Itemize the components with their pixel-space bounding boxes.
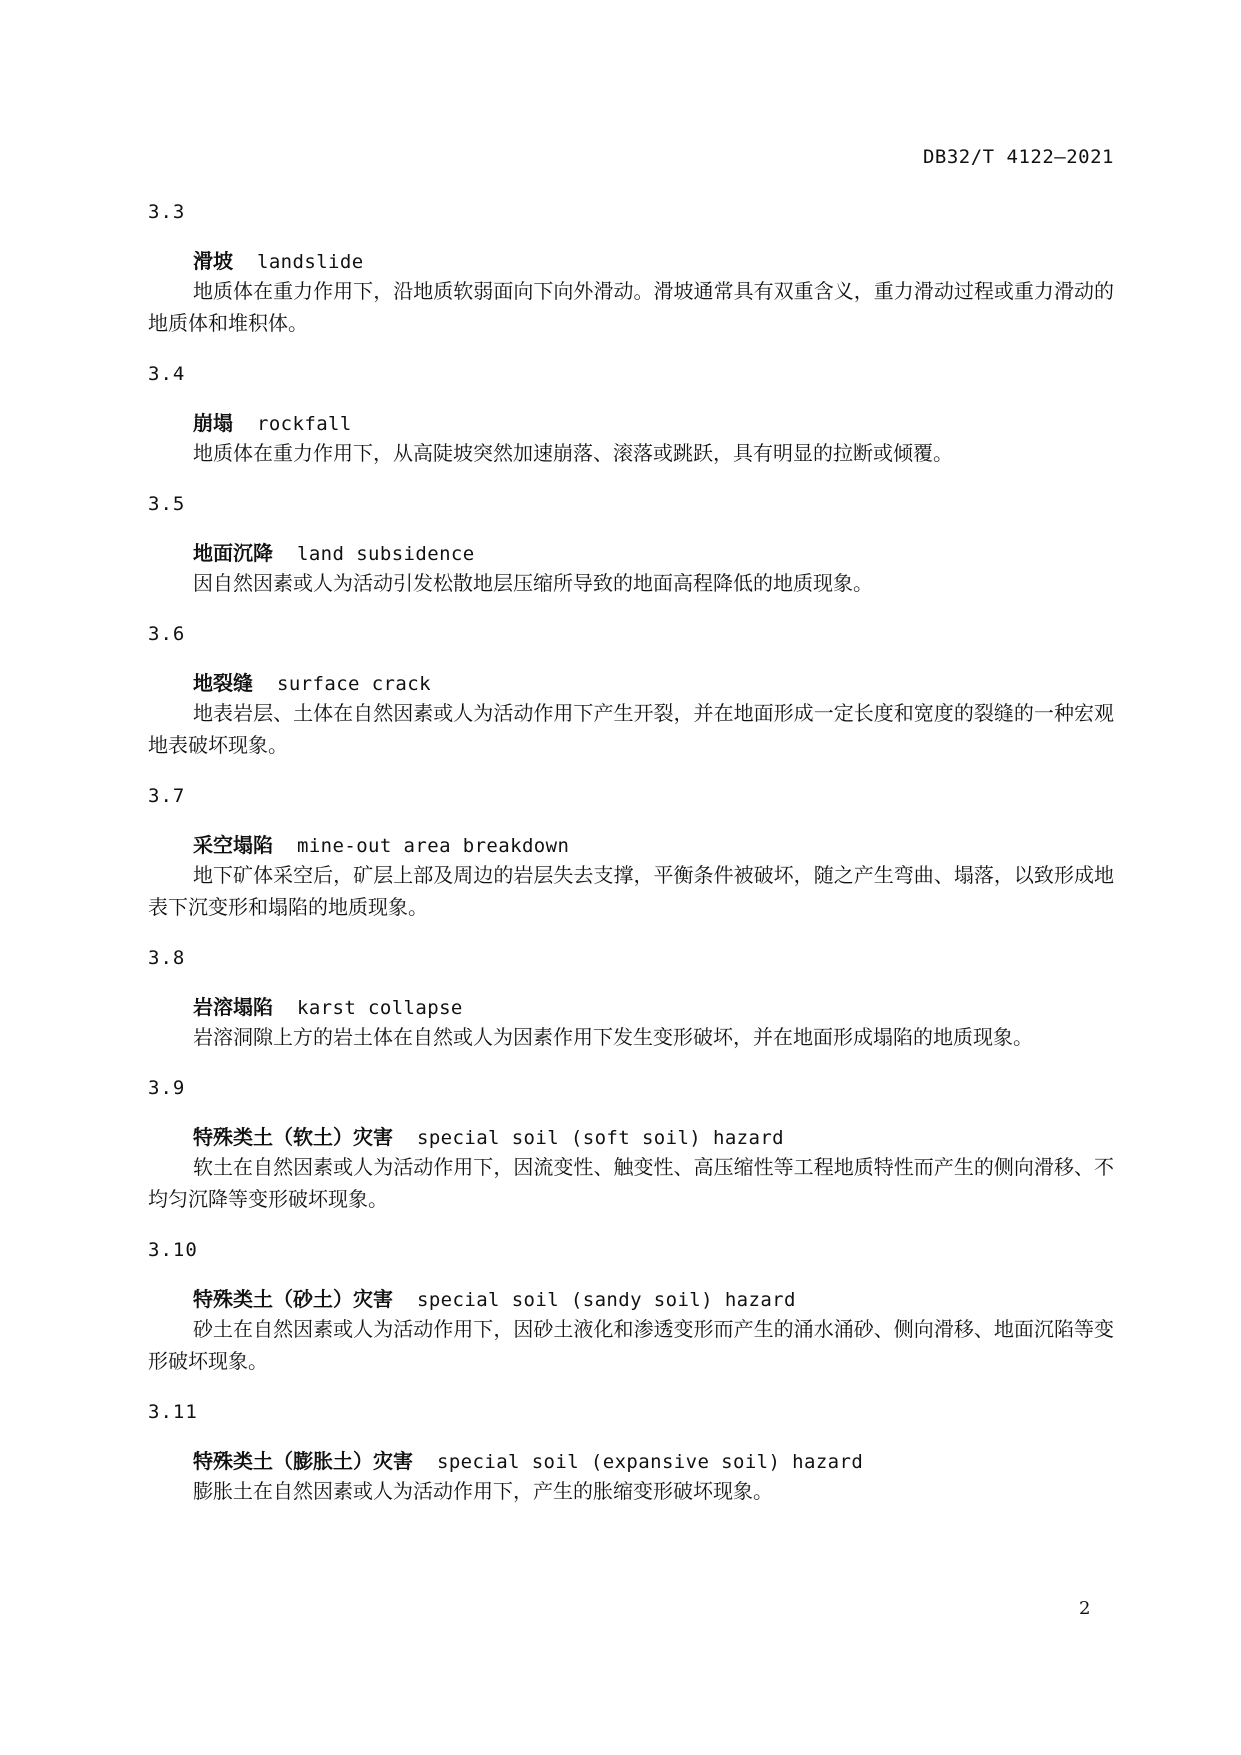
page-number: 2 [1079,1598,1091,1619]
term-title [193,543,475,564]
term-title [193,835,569,856]
term-definition: 膨胀土在自然因素或人为活动作用下，产生的胀缩变形破坏现象。 [193,1479,773,1503]
term-title-en: mine-out area breakdown [297,835,570,857]
term-entry [148,949,1114,1079]
standard-code: DB32/T 4122—2021 [922,146,1114,168]
term-entry [148,787,1114,949]
term-title-zh: 特殊类土（软土）灾害 [193,1125,393,1149]
term-entry [148,203,1114,365]
term-entry [148,495,1114,625]
term-number: 3.3 [148,201,186,223]
term-title-zh: 地面沉降 [193,541,273,565]
term-title [193,251,364,272]
term-definition: 地质体在重力作用下，沿地质软弱面向下向外滑动。滑坡通常具有双重含义，重力滑动过程或重力滑动的地质体和堆积体。 [148,279,1114,335]
term-title-zh: 特殊类土（砂土）灾害 [193,1287,393,1311]
term-number: 3.7 [148,785,186,807]
term-title-zh: 特殊类土（膨胀土）灾害 [193,1449,413,1473]
term-title-en: special soil (soft soil) hazard [417,1127,785,1149]
term-definition: 砂土在自然因素或人为活动作用下，因砂土液化和渗透变形而产生的涌水涌砂、侧向滑移、地面沉陷等变形破坏现象。 [148,1317,1114,1373]
term-title-en: karst collapse [297,997,463,1019]
term-title-en: special soil (sandy soil) hazard [417,1289,796,1311]
term-definition: 地质体在重力作用下，从高陡坡突然加速崩落、滚落或跳跃，具有明显的拉断或倾覆。 [193,441,953,465]
term-number: 3.5 [148,493,186,515]
term-number: 3.11 [148,1401,198,1423]
term-entry [148,1079,1114,1241]
term-definition: 因自然因素或人为活动引发松散地层压缩所导致的地面高程降低的地质现象。 [193,571,873,595]
term-number: 3.6 [148,623,186,645]
term-title [193,673,431,694]
term-definition: 软土在自然因素或人为活动作用下，因流变性、触变性、高压缩性等工程地质特性而产生的侧向滑移、不均匀沉降等变形破坏现象。 [148,1155,1114,1211]
term-title-zh: 滑坡 [193,249,233,273]
term-entry [148,625,1114,787]
term-title-en: surface crack [277,673,431,695]
term-title-zh: 地裂缝 [193,671,253,695]
term-title [193,1127,784,1148]
term-title-zh: 崩塌 [193,411,233,435]
term-number: 3.9 [148,1077,186,1099]
term-title [193,1289,796,1310]
term-entry [148,365,1114,495]
term-entry [148,1403,1114,1533]
term-number: 3.4 [148,363,186,385]
term-definition: 地表岩层、土体在自然因素或人为活动作用下产生开裂，并在地面形成一定长度和宽度的裂缝的一种宏观地表破坏现象。 [148,701,1114,757]
term-number: 3.8 [148,947,186,969]
term-title [193,1451,863,1472]
term-title [193,413,352,434]
term-title-en: special soil (expansive soil) hazard [437,1451,864,1473]
term-number: 3.10 [148,1239,198,1261]
term-title-zh: 岩溶塌陷 [193,995,273,1019]
term-title [193,997,463,1018]
term-title-en: rockfall [257,413,352,435]
term-title-en: landslide [257,251,364,273]
term-title-en: land subsidence [297,543,475,565]
term-definition: 地下矿体采空后，矿层上部及周边的岩层失去支撑，平衡条件被破坏，随之产生弯曲、塌落，以致形成地表下沉变形和塌陷的地质现象。 [148,863,1114,919]
term-definition: 岩溶洞隙上方的岩土体在自然或人为因素作用下发生变形破坏，并在地面形成塌陷的地质现象。 [193,1025,1033,1049]
term-title-zh: 采空塌陷 [193,833,273,857]
term-entry [148,1241,1114,1403]
terms-section [148,203,1114,1533]
